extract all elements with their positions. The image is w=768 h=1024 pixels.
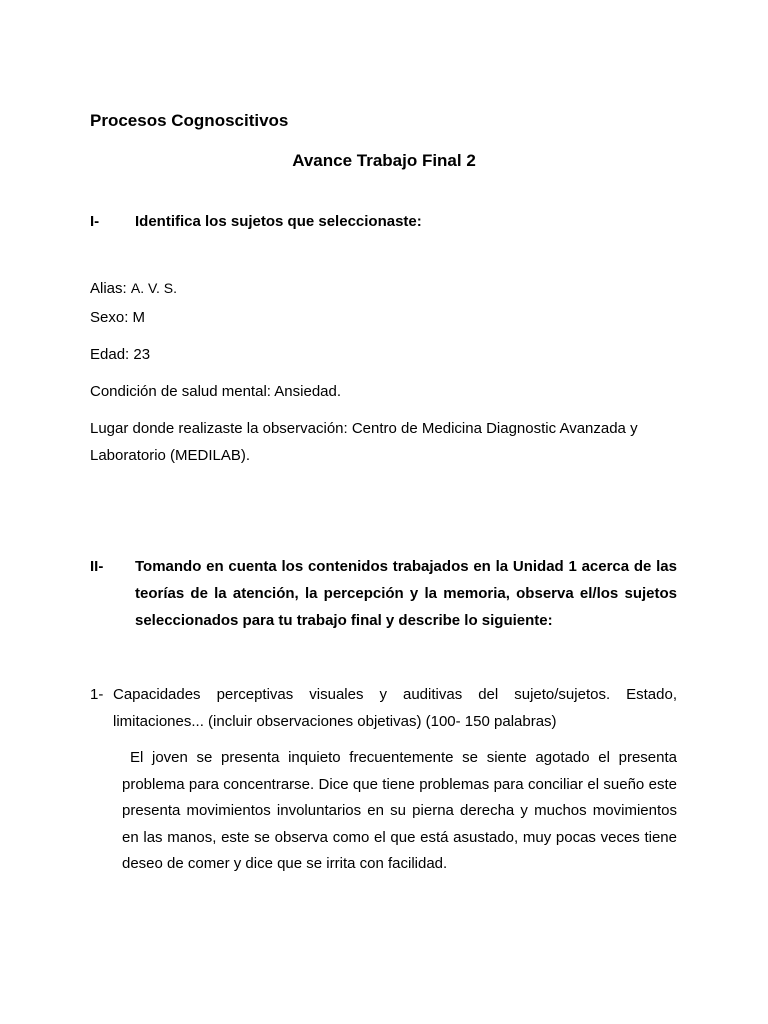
alias-value: A. V. S. — [130, 280, 178, 296]
alias-label: Alias: — [90, 280, 127, 297]
course-title: Procesos Cognoscitivos — [90, 111, 289, 130]
condicion-value: Ansiedad. — [274, 383, 342, 400]
section-1-heading — [90, 208, 677, 235]
section-2-heading — [90, 553, 677, 634]
sexo-label: Sexo: — [90, 309, 129, 326]
section-2-number: II- — [90, 558, 104, 575]
section-1-number: I- — [90, 213, 100, 230]
sexo-value: M — [132, 309, 146, 326]
condicion-label: Condición de salud mental: — [90, 383, 271, 400]
question-1-number: 1- — [90, 686, 104, 703]
sexo-field — [90, 304, 677, 331]
condicion-field — [90, 378, 677, 405]
lugar-value: Centro de Medicina Diagnostic Avanzada y Laboratorio (MEDILAB). — [90, 420, 638, 464]
question-1-text: Capacidades perceptivas visuales y auditivas del sujeto/sujetos. Estado, limitaciones... (incluir observaciones objetivas) (100- 150 palabras) — [113, 686, 677, 730]
document-title: Avance Trabajo Final 2 — [292, 151, 476, 170]
edad-field — [90, 341, 677, 368]
section-2-text: Tomando en cuenta los contenidos trabajados en la Unidad 1 acerca de las teorías de la atención, la percepción y la memoria, observa el/los sujetos seleccionados para tu trabajo final y describe lo siguiente: — [135, 558, 677, 629]
edad-value: 23 — [133, 346, 151, 363]
lugar-field — [90, 415, 677, 469]
question-1 — [90, 681, 677, 735]
lugar-label: Lugar donde realizaste la observación: — [90, 420, 348, 437]
section-1-text: Identifica los sujetos que seleccionaste: — [135, 213, 422, 230]
answer-1-paragraph: El joven se presenta inquieto frecuentemente se siente agotado el presenta problema para concentrarse. Dice que tiene problemas para conciliar el sueño este presenta movimientos involuntarios en su pierna derecha y muchos movimientos en las manos, este se observa como el que está asustado, muy pocas veces tiene deseo de comer y dice que se irrita con facilidad. — [122, 749, 677, 873]
alias-field — [90, 275, 677, 302]
edad-label: Edad: — [90, 346, 130, 363]
